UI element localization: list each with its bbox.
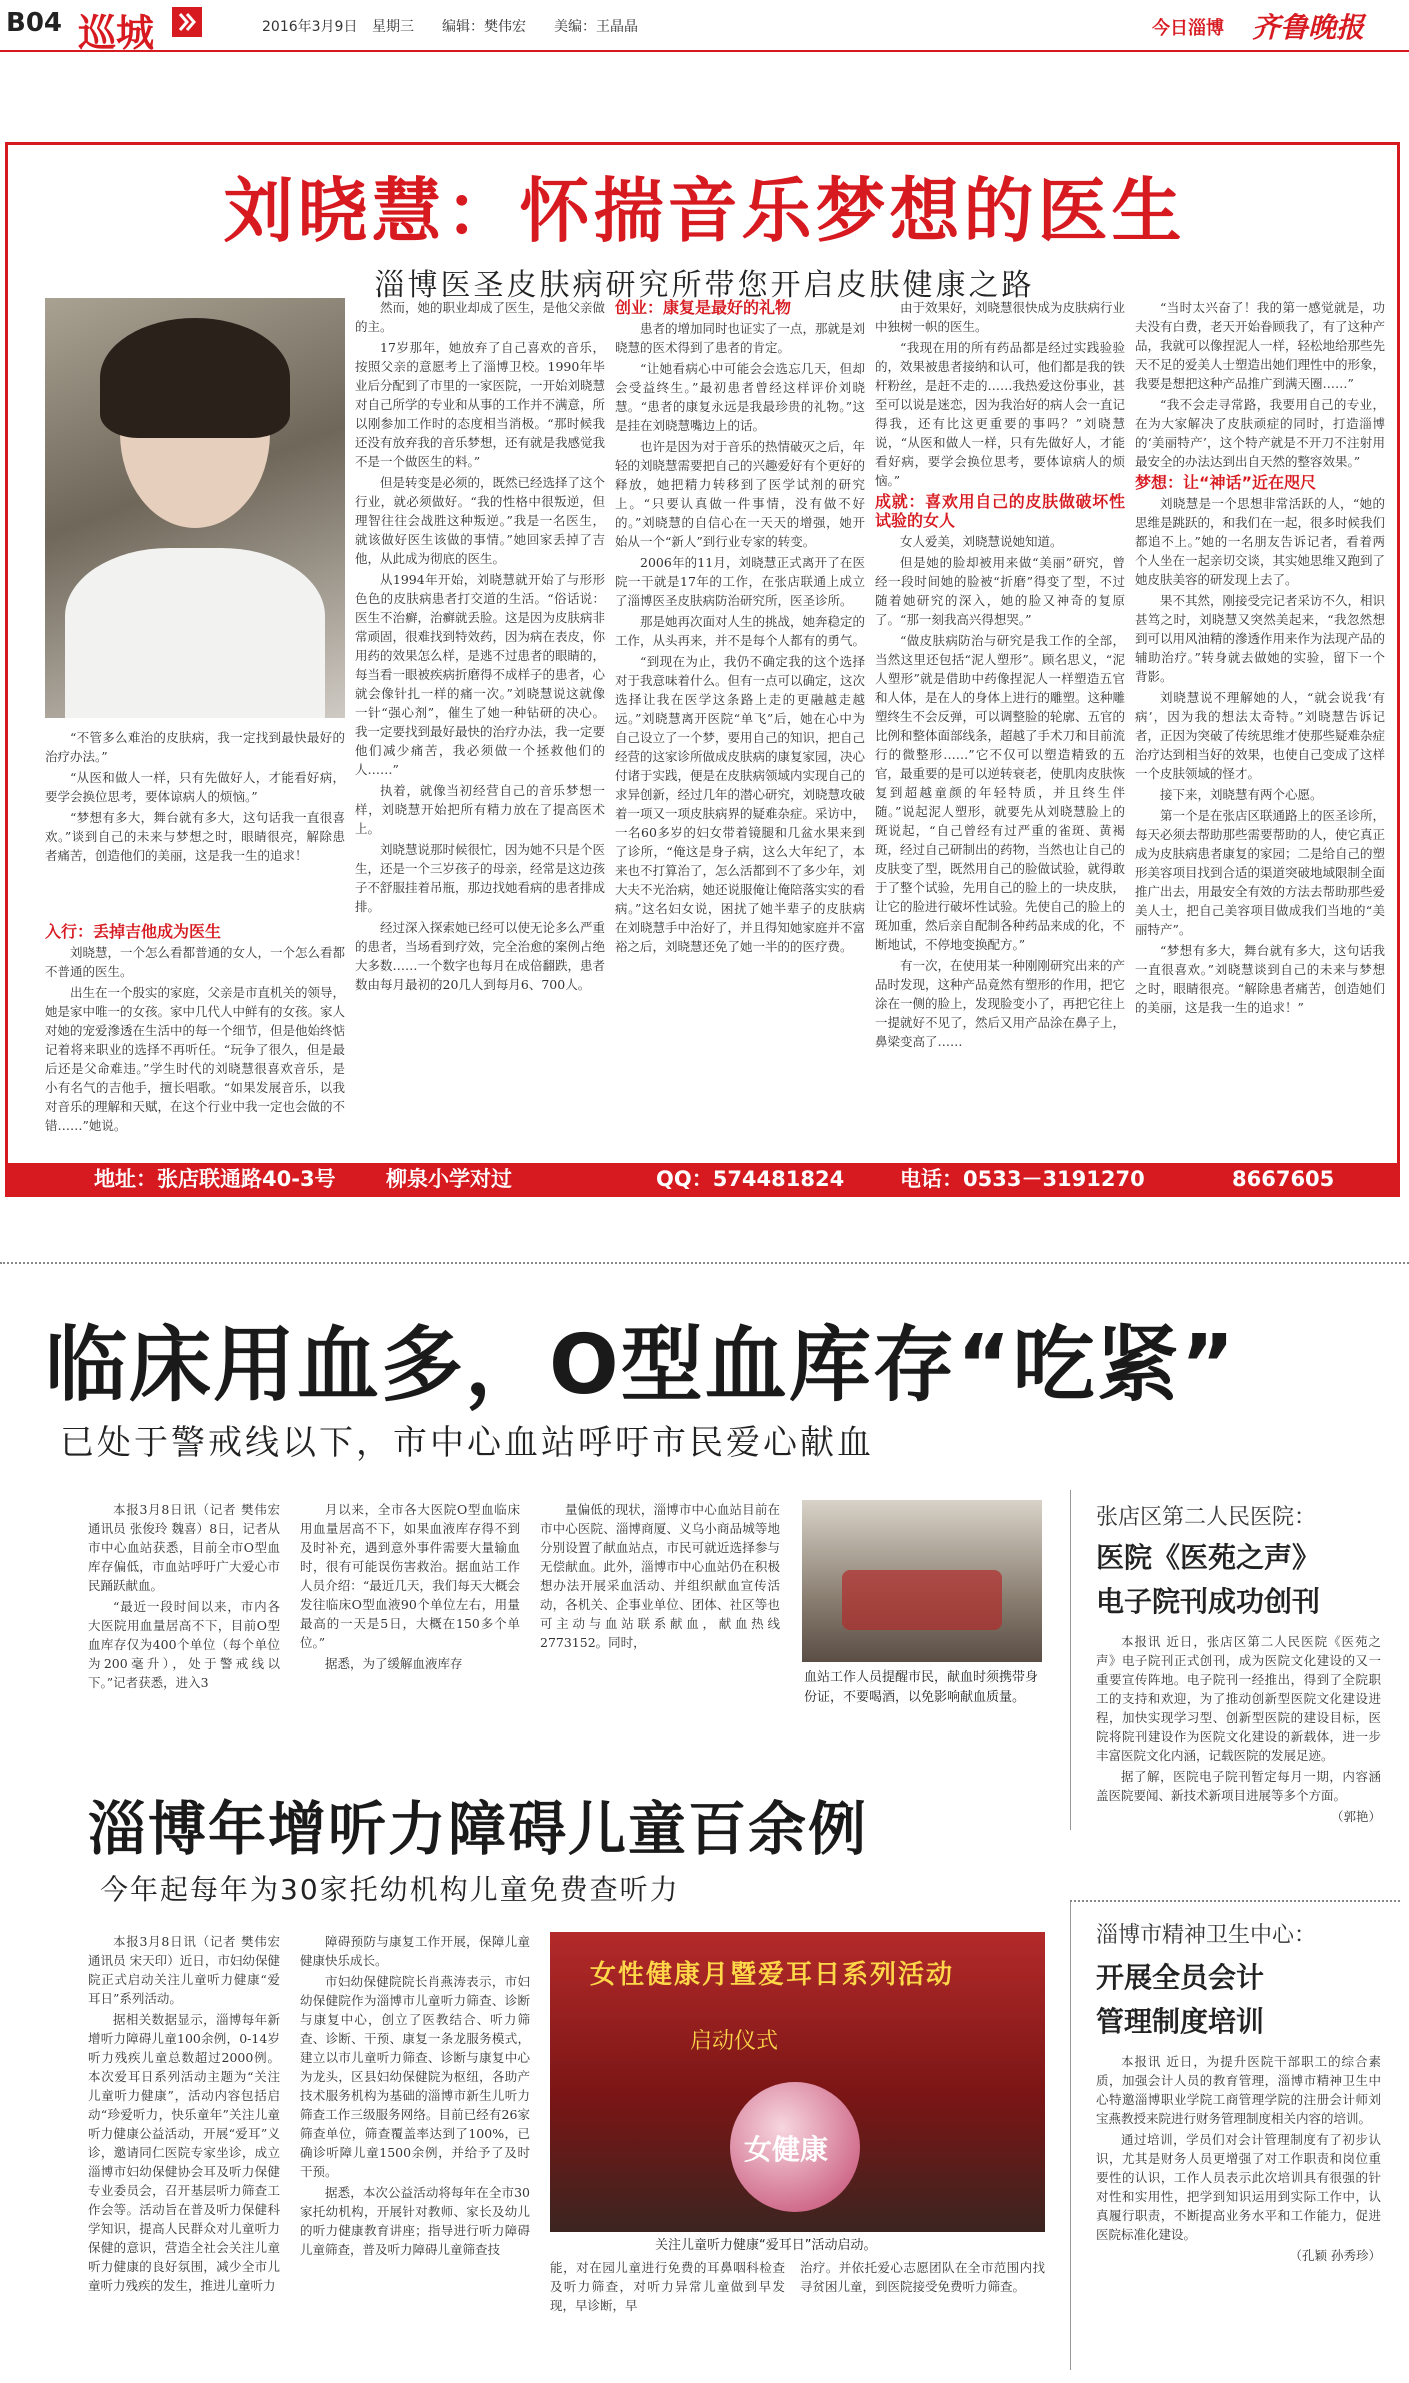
ad-quote-1: “不管多么难治的皮肤病，我一定找到最快最好的治疗办法。” xyxy=(45,730,345,764)
editor-credit: 编辑：樊伟宏 xyxy=(442,19,526,35)
ad-col3-p6: “到现在为止，我仍不确定我的这个选择对于我意味着什么。但有一点可以确定，这次选择让我在医学这条路上走的更融越走越远。”刘晓慧离开医院“单飞”后，她在心中为自己设立了一个梦，要用自己的知识，把自己经营的这家诊所做成皮肤病的康复家园，决心付诸于实践，便是在皮肤病领域内实现自己的求异创新，经过几年的潜心研究，刘晓慧攻破着一项又一项皮肤病界的疑难杂症。采访中，一名60多岁的妇女带着镜腿和几盆水果来到了诊所，“俺这是身子病，这么大年纪了，本来也不打算治了，怎么活都到不了多少年，刘大夫不光治病，她还说服俺让俺陪落实实的看病。”这名妇女说，困扰了她半辈子的皮肤病在刘晓慧手中治好了，并且得知她家庭并不富裕之后，刘晓慧还免了她一半的的医疗费。 xyxy=(615,654,865,954)
contact-landmark: 柳泉小学对过 xyxy=(386,1167,512,1191)
article2-col4-p1: 治疗。并依托爱心志愿团队在全市范围内找寻贫困儿童，到医院接受免费听力筛查。 xyxy=(800,2260,1045,2294)
ad-column-1 xyxy=(45,922,345,1162)
ad-title: 刘晓慧：怀揣音乐梦想的医生 xyxy=(223,170,1186,252)
section-arrow-icon xyxy=(172,7,202,37)
ad-col1-p2: 出生在一个殷实的家庭，父亲是市直机关的领导，她是家中唯一的女孩。家中几代人中鲜有的女孩。家人对她的宠爱滲透在生活中的每一个细节，但是他始终惦记着将来职业的选择不再听任。“玩争了很久，但是最后还是父命难违。”学生时代的刘晓慧很喜欢音乐，是小有名气的吉他手，擅长唱歌。“如果发展音乐，以我对音乐的理解和天赋，在这个行业中我一定也会做的不错……”她说。 xyxy=(45,985,345,1133)
ad-col4-p4: 但是她的脸却被用来做“美丽”研究，曾经一段时间她的脸被“折磨”得变了型，不过随着她研究的深入，她的脸又神奇的复原了。“那一刻我高兴得想哭。” xyxy=(875,555,1125,627)
ad-col1-p1: 刘晓慧，一个怎么看都普通的女人，一个怎么看都不普通的医生。 xyxy=(45,945,345,979)
blood-donation-photo xyxy=(802,1500,1042,1662)
sidebar1-title-2: 电子院刊成功创刊 xyxy=(1096,1585,1321,1618)
article1-col1-p2: “最近一段时间以来，市内各大医院用血量居高不下，目前O型血库存仅为400个单位（每个单位为200毫升），处于警戒线以下。”记者获悉，进入3 xyxy=(88,1599,280,1690)
page-number: B04 xyxy=(6,8,62,38)
sidebar1-title-1: 医院《医苑之声》 xyxy=(1096,1541,1321,1574)
ad-col4-p5: “做皮肤病防治与研究是我工作的全部，当然这里还包括“泥人塑形”。顾名思义，“泥人塑形”就是借助中药像捏泥人一样塑造五官和人体，是在人的身体上进行的雕塑。这种雕塑终生不会反弹，可以调整脸的轮廓、五官的比例和整体面部线条，超越了手术刀和目前流行的微整形……”它不仅可以塑造精致的五官，最重要的是可以逆转衰老，使肌肉皮肤恢复到超越童颜的年轻特质，并且终生伴随。”说起泥人塑形，就要先从刘晓慧脸上的斑说起，“自己曾经有过严重的雀斑、黄褐斑，经过自己研制出的药物，当然也让自己的皮肤变了型，既然用自己的脸做试验，就得敢于了整个试验，先用自己的脸上的一块皮肤，让它的脸进行破坏性试验。先使自己的脸上的斑加重，然后亲自配制各种药品来成的化，不断地试，不停地变换配方。” xyxy=(875,633,1125,952)
issue-date: 2016年3月9日 xyxy=(262,19,358,35)
ad-col4-p6: 有一次，在使用某一种刚刚研究出来的产品时发现，这种产品竟然有塑形的作用，把它涂在一侧的脸上，发现脸变小了，再把它往上一提就好不见了，然后又用产品涂在鼻子上，鼻梁变高了…… xyxy=(875,958,1125,1049)
article2-subtitle: 今年起每年为30家托幼机构儿童免费查听力 xyxy=(100,1873,680,1906)
ad-col4-p3: 女人爱美，刘晓慧说她知道。 xyxy=(900,534,1063,549)
article1-col2-p2: 据悉，为了缓解血液库存 xyxy=(325,1656,463,1671)
ad-col3-p1: 患者的增加同时也证实了一点，那就是刘晓慧的医术得到了患者的肯定。 xyxy=(615,321,865,355)
article2-col1-p2: 据相关数据显示，淄博每年新增听力障碍儿童100余例，0-14岁听力残疾儿童总数超过2000例。本次爱耳日系列活动主题为“关注儿童听力健康”，活动内容包括启动“珍爱听力，快乐童年”关注儿童听力健康公益活动，开展“爱耳”义诊，邀请同仁医院专家坐诊，成立淄博市妇幼保健协会耳及听力保健专业委员会，召开基层听力筛查工作会等。活动旨在普及听力保健科学知识，提高人民群众对儿童听力保健的意识，营造全社会关注儿童听力健康的良好氛围，减少全市儿童听力残疾的发生，推进儿童听力 xyxy=(88,2012,280,2293)
ad-col5-p3: 刘晓慧是一个思想非常活跃的人，“她的思维是跳跃的，和我们在一起，很多时候我们都追不上。”她的一名朋友告诉记者，看着两个人坐在一起亲切交谈，其实她思维又跑到了她皮肤美容的研发现上去了。 xyxy=(1135,496,1385,587)
ad-col5-p4: 果不其然，刚接受完记者采访不久，相识甚笃之时，刘晓慧又突然美起来，“我忽然想到可以用风油精的滲透作用来作为法现产品的辅助治疗。”转身就去做她的实验，留下一个背影。 xyxy=(1135,593,1385,684)
article1-column-1 xyxy=(88,1500,280,1762)
sidebar2-top-rule xyxy=(1070,1900,1400,1902)
ad-col2-p3: 但是转变是必须的，既然已经选择了这个行业，就必须做好。“我的性格中很叛逆，但理智往往会战胜这种叛逆。”我是一名医生，就该做好医生该做的事情。”她回家丢掉了吉他，从此成为彻底的医生。 xyxy=(355,475,605,566)
ad-column-5 xyxy=(1135,298,1385,1162)
ad-col2-p7: 经过深入探索她已经可以使无论多么严重的患者，当场看到疗效，完全治愈的案例占绝大多数……一个数字也每月在成倍翻跌，患者数由每月最初的20几人到每月6、700人。 xyxy=(355,920,605,992)
article2-column-3 xyxy=(550,2258,785,2368)
article1-column-2 xyxy=(300,1500,520,1762)
ad-col5-p1: “当时太兴奋了！我的第一感觉就是，功夫没有白费，老天开始眷顾我了，有了这种产品，我就可以像捏泥人一样，轻松地给那些先天不足的爱美人士塑造出她们理性中的形象，我要是想把这种产品推广到满天圈……” xyxy=(1135,300,1385,391)
sidebar1-p2: 据了解，医院电子院刊暂定每月一期，内容涵盖医院要闻、新技术新项目进展等多个方面。 xyxy=(1096,1769,1381,1803)
sidebar2-p2: 通过培训，学员们对会计管理制度有了初步认识，尤其是财务人员更增强了对工作职责和岗位重要性的认识，工作人员表示此次培训具有很强的针对性和实用性，把学到知识运用到实际工作中，认真履行职责，不断提高业务水平和工作能力，促进医院标准化建设。 xyxy=(1096,2132,1381,2242)
article2-col2-p3: 据悉，本次公益活动将每年在全市30家托幼机构，开展针对教师、家长及幼儿的听力健康教育讲座；指导进行听力障碍儿童筛查，普及听力障碍儿童筛查技 xyxy=(300,2185,530,2257)
sidebar2-signature: （孔颖 孙秀珍） xyxy=(1289,2248,1381,2263)
ad-col2-p5: 执着，就像当初经营自己的音乐梦想一样，刘晓慧开始把所有精力放在了提高医术上。 xyxy=(355,783,605,836)
sidebar1-p1: 本报讯 近日，张店区第二人民医院《医苑之声》电子院刊正式创刊，成为医院文化建设的又一重要宣传阵地。电子院刊一经推出，得到了全院职工的支持和欢迎，为了推动创新型医院文化建设进程，加快实现学习型、创新型医院的建设目标，医院将院刊建设作为医院文化建设的新载体，进一步丰富医院文化内涵，记载医院的发展足迹。 xyxy=(1096,1634,1381,1763)
contact-phone2: 8667605 xyxy=(1232,1167,1335,1191)
ad-col3-p3: 也许是因为对于音乐的热情破灭之后，年轻的刘晓慧需要把自己的兴趣爱好有个更好的释放，她把精力转移到了医学试剂的研究上。“只要认真做一件事情，没有做不好的。”刘晓慧的自信心在一天天的增强，她开始从一个“新人”到行业专家的转变。 xyxy=(615,439,865,549)
article2-col3-p1: 能，对在园儿童进行免费的耳鼻咽科检查及听力筛查，对听力异常儿童做到早发现，早诊断，早 xyxy=(550,2260,785,2313)
doctor-portrait xyxy=(45,298,345,718)
section-name: 巡城 xyxy=(78,11,155,55)
ad-col2-p1: 然而，她的职业却成了医生，是他父亲做的主。 xyxy=(355,300,605,334)
ad-col3-p5: 那是她再次面对人生的挑战，她奔稳定的工作，从头再来，并不是每个人都有的勇气。 xyxy=(615,614,865,648)
article2-column-1 xyxy=(88,1932,280,2372)
ad-col2-p6: 刘晓慧说那时候很忙，因为她不只是个医生，还是一个三岁孩子的母亲，经常是这边孩子不舒服挂着吊瓶，那边找她看病的患者排成排。 xyxy=(355,842,605,914)
ad-col5-p5: 刘晓慧说不理解她的人，“就会说我‘有病’，因为我的想法太奇特。”刘晓慧告诉记者，正因为突破了传统思维才使那些疑难杂症治疗达到相当好的效果，也使自己变成了这样一个皮肤领域的怪才。 xyxy=(1135,690,1385,781)
blood-photo-caption: 血站工作人员提醒市民，献血时须携带身份证，不要喝酒，以免影响献血质量。 xyxy=(804,1670,1039,1705)
article1-col3-p1: 量偏低的现状，淄博市中心血站目前在市中心医院、淄博商厦、义乌小商品城等地分别设置了献血站点，市民可就近选择参与无偿献血。此外，淄博市中心血站仍在积极想办法开展采血活动、并组织献血宣传活动，各机关、企事业单位、团体、社区等也可主动与血站联系献血，献血热线2773152。同时， xyxy=(540,1502,780,1650)
ad-col5-p2: “我不会走寻常路，我要用自己的专业，在为大家解决了皮肤顽症的同时，打造淄博的‘美丽特产’，这个特产就是不开刀不注射用最安全的办法达到出自天然的整容效果。” xyxy=(1135,397,1385,469)
ad-column-4 xyxy=(875,298,1125,1162)
ad-subhead-3: 成就：喜欢用自己的皮肤做破坏性试验的女人 xyxy=(875,492,1125,530)
article2-col1-p1: 本报3月8日讯（记者 樊伟宏 通讯员 宋天印）近日，市妇幼保健院正式启动关注儿童听力健康“爱耳日”系列活动。 xyxy=(88,1934,280,2006)
ad-subhead-4: 梦想：让“神话”近在咫尺 xyxy=(1135,473,1317,492)
article1-col2-p1: 月以来，全市各大医院O型血临床用血量居高不下，如果血液库存得不到及时补充，遇到意外事件需要大量输血时，很有可能误伤害救治。据血站工作人员介绍：“最近几天，我们每天大概会发往临床O型血液90个单位左右，用量最高的一天是5日，大概在150多个单位。” xyxy=(300,1502,520,1650)
ear-photo-caption: 关注儿童听力健康“爱耳日”活动启动。 xyxy=(655,2238,877,2253)
article2-title: 淄博年增听力障碍儿童百余例 xyxy=(88,1795,869,1863)
section-divider xyxy=(0,1262,1409,1264)
ad-col3-p4: 2006年的11月，刘晓慧正式离开了在医院一干就是17年的工作，在张店联通上成立了淄博医圣皮肤病防治研究所，医圣诊所。 xyxy=(615,555,865,608)
ad-quote-2: “从医和做人一样，只有先做好人，才能看好病，要学会换位思考，要体谅病人的烦恼。” xyxy=(45,770,345,804)
sidebar1-signature: （郭艳） xyxy=(1330,1809,1381,1824)
ad-quote-3: “梦想有多大，舞台就有多大，这句话我一直很喜欢。”谈到自己的未来与梦想之时，眼睛很亮，解除患者痛苦，创造他们的美丽，这是我一生的追求！ xyxy=(45,810,345,863)
ear-day-banner: 女性健康月暨爱耳日系列活动 xyxy=(590,1960,955,1990)
ad-column-3 xyxy=(615,298,865,1162)
ad-col4-p2: “我现在用的所有药品都是经过实践验验的，效果被患者接纳和认可，他们都是我的铁杆粉丝，是赶不走的……我热爱这份事业，甚至可以说是迷恋，因为我治好的病人会一直记得我，还有比这更重要的事吗？”刘晓慧说，“从医和做人一样，只有先做好人，才能看好病，要学会换位思考，要体谅病人的烦恼。” xyxy=(875,340,1125,488)
sidebar-divider xyxy=(1070,1490,1071,1830)
ad-col3-p2: “让她看病心中可能会会选忘几天，但却会受益终生。”最初患者曾经这样评价刘晓慧。“患者的康复永远是我最珍贵的礼物。”这是挂在刘晓慧嘴边上的话。 xyxy=(615,361,865,433)
ad-subhead-2: 创业：康复是最好的礼物 xyxy=(615,298,792,317)
sidebar2-title-2: 管理制度培训 xyxy=(1096,2005,1265,2038)
article2-col2-p2: 市妇幼保健院院长肖燕涛表示，市妇幼保健院作为淄博市儿童听力筛查、诊断与康复中心，创立了医教结合、听力筛查、诊断、干预、康复一条龙服务模式，建立以市儿童听力筛查、诊断与康复中心为龙头，区县妇幼保健院为枢纽，各助产技术服务机构为基础的淄博市新生儿听力筛查工作三级服务网络。目前已经有26家筛查单位，筛查覆盖率达到了100%，已确诊听障儿童1500余例，并给予了及时干预。 xyxy=(300,1974,530,2179)
sidebar2-p1: 本报讯 近日，为提升医院干部职工的综合素质，加强会计人员的教育管理，淄博市精神卫生中心特邀淄博职业学院工商管理学院的注册会计师刘宝燕教授来院进行财务管理制度相关内容的培训。 xyxy=(1096,2054,1381,2126)
issue-weekday: 星期三 xyxy=(372,19,414,35)
sidebar2-body xyxy=(1096,2052,1381,2372)
contact-phone: 电话：0533－3191270 xyxy=(900,1167,1145,1191)
article1-column-3 xyxy=(540,1500,780,1762)
ad-col5-p7: 第一个是在张店区联通路上的医圣诊所，每天必须去帮助那些需要帮助的人，使它真正成为皮肤病患者康复的家园；二是给自己的塑形美容项目找到合适的渠道突破地域限制全面推广出去，用最安全有效的方法去帮助那些爱美人士，把自己美容项目做成我们当地的“美丽特产”。 xyxy=(1135,808,1385,937)
ad-col2-p2: 17岁那年，她放弃了自己喜欢的音乐，按照父亲的意愿考上了淄博卫校。1990年毕业后分配到了市里的一家医院，一开始刘晓慧对自己所学的专业和从事的工作并不满意，所以刚参加工作时的态度相当消极。“那时候我还没有放弃我的音乐梦想，还有就是我感觉我不是一个做医生的料。” xyxy=(355,340,605,469)
sidebar1-kicker: 张店区第二人民医院： xyxy=(1096,1505,1317,1530)
ad-col5-p6: 接下来，刘晓慧有两个心愿。 xyxy=(1160,787,1323,802)
ad-col4-p1: 由于效果好，刘晓慧很快成为皮肤病行业中独树一帜的医生。 xyxy=(875,300,1125,334)
ceremony-ball-text: 女健康 xyxy=(744,2133,829,2166)
ad-col5-p8: “梦想有多大，舞台就有多大，这句话我一直很喜欢。”刘晓慧谈到自己的未来与梦想之时，眼睛很亮。“解除患者痛苦，创造她们的美丽，这是我一生的追求！” xyxy=(1135,943,1385,1015)
sidebar2-divider xyxy=(1070,1900,1071,2370)
sidebar2-title-1: 开展全员会计 xyxy=(1096,1961,1265,1994)
article1-subtitle: 已处于警戒线以下，市中心血站呼吁市民爱心献血 xyxy=(60,1423,874,1463)
contact-bar xyxy=(8,1163,1397,1195)
ear-day-sign: 启动仪式 xyxy=(690,2029,779,2054)
article1-title: 临床用血多，O型血库存“吃紧” xyxy=(45,1318,1237,1413)
ad-subhead-1: 入行：丢掉吉他成为医生 xyxy=(45,922,222,941)
sidebar2-kicker: 淄博市精神卫生中心： xyxy=(1096,1923,1317,1948)
designer-credit: 美编：王晶晶 xyxy=(554,19,638,35)
sidebar1-body xyxy=(1096,1632,1381,1874)
brand-small: 今日淄博 xyxy=(1152,18,1224,39)
ad-column-2 xyxy=(355,298,605,1162)
article2-column-4 xyxy=(800,2258,1045,2368)
ad-subtitle: 淄博医圣皮肤病研究所带您开启皮肤健康之路 xyxy=(374,268,1035,303)
ear-day-photo xyxy=(550,1932,1045,2232)
article2-column-2 xyxy=(300,1932,530,2372)
article2-col2-p1: 障碍预防与康复工作开展，保障儿童健康快乐成长。 xyxy=(300,1934,530,1968)
ad-col2-p4: 从1994年开始，刘晓慧就开始了与形形色色的皮肤病患者打交道的生活。“俗话说：医生不治癣，治癣就丢脸。这是因为皮肤病非常顽固，很难找到特效药，因为病在表皮，你用药的效果怎么样，是逃不过患者的眼睛的，每当看一眼被疾病折磨得不成样子的患者，心就会像针扎一样的痛一次。”刘晓慧说这就像一针“强心剂”，催生了她一种钻研的决心。我一定要找到最好最快的治疗办法，我一定要他们减少痛苦，我必须做一个拯救他们的人……” xyxy=(355,572,605,777)
brand-logo: 齐鲁晚报 xyxy=(1252,11,1365,44)
page-header xyxy=(0,0,1409,55)
contact-qq: QQ：574481824 xyxy=(656,1167,845,1191)
ad-quote-column xyxy=(45,728,345,914)
article1-col1-p1: 本报3月8日讯（记者 樊伟宏 通讯员 张俊玲 魏喜）8日，记者从市中心血站获悉，目前全市O型血库存偏低，市血站呼吁广大爱心市民踊跃献血。 xyxy=(88,1502,280,1593)
contact-address: 地址：张店联通路40-3号 xyxy=(94,1167,336,1191)
